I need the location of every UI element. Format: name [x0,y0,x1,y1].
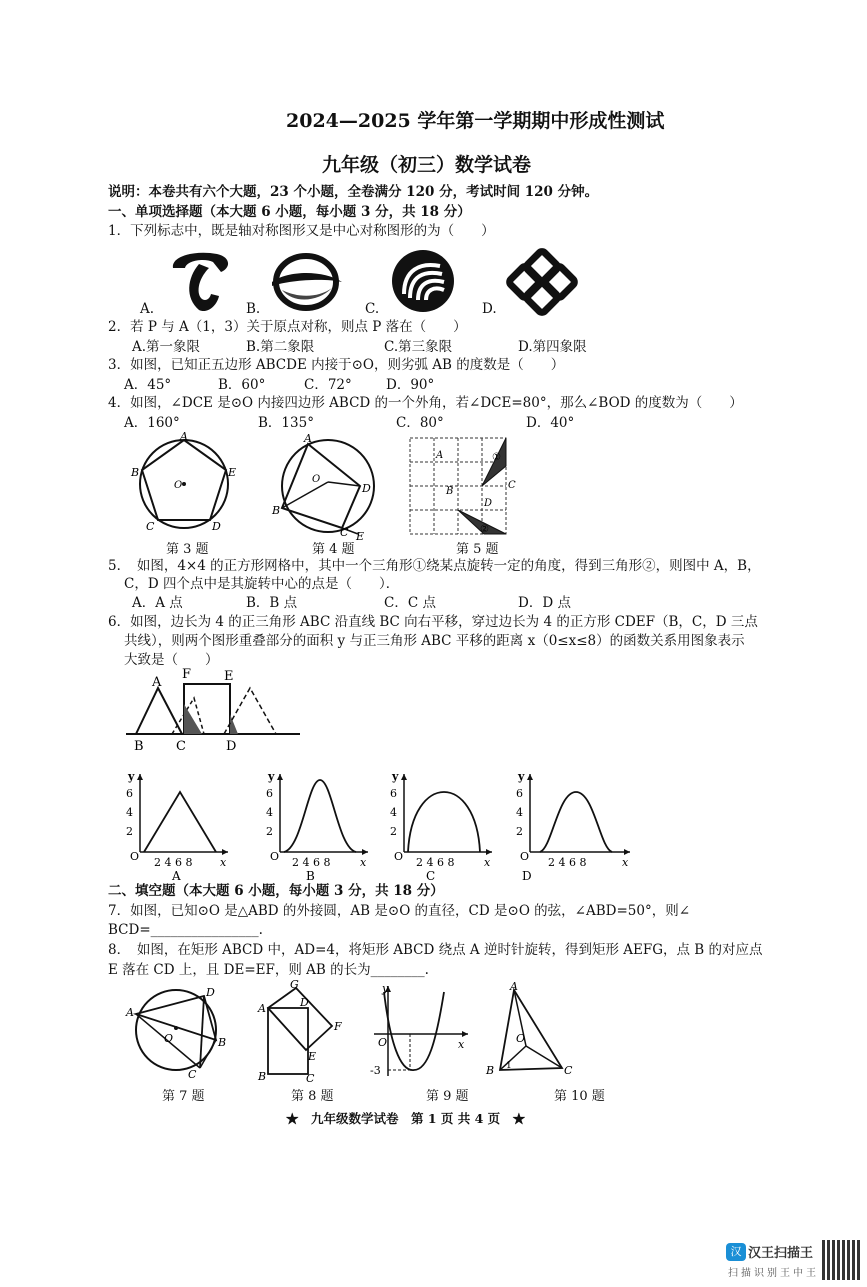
q5-option-a: A．A 点 [132,595,183,611]
graph-d-y-tick-6: 6 [516,787,523,800]
fig8-label-a: A [258,1002,266,1015]
q2-option-c: C.第三象限 [384,339,453,355]
fig3-label-a: A [180,430,188,443]
fig10-label-b: B [486,1064,495,1077]
fig7-label-c: C [188,1068,197,1081]
fig4-label-a: A [304,432,312,445]
graph-b-y-tick-4: 4 [266,806,273,819]
fig3-label-d: D [212,520,221,533]
graph-c-y-tick-4: 4 [390,806,397,819]
q1-option-c: C. [365,301,380,317]
q6-graph-d [512,768,636,883]
caption-q5: 第 5 题 [456,542,499,557]
graph-d-origin: O [520,850,530,863]
q1-option-a: A. [140,301,155,317]
question-5-line-1: 5． 如图，4×4 的正方形网格中，其中一个三角形①绕某点旋转一定的角度，得到三角形②，则图中 A，B， [108,558,761,574]
fig8-label-f: F [334,1020,342,1033]
graph-d-y-tick-2: 2 [516,825,523,838]
graph-b-y-label: y [268,770,275,783]
caption-q10: 第 10 题 [554,1089,605,1104]
fig3-label-o: O [174,480,183,491]
caption-q8: 第 8 题 [291,1089,334,1104]
fig6-label-d: D [226,739,237,754]
fig10-label-angle-1: 1 [506,1061,512,1071]
fig8-label-b: B [258,1070,267,1083]
fig4-label-o: O [312,474,321,485]
fig3-label-c: C [146,520,155,533]
graph-a-y-tick-6: 6 [126,787,133,800]
logo-china-mobile-icon [390,248,456,314]
q6-graph-a [122,768,234,883]
q2-option-d: D.第四象限 [518,339,587,355]
figure-q4-cyclic-quad [270,432,382,543]
figure-q5-grid [408,436,514,536]
figure-q7-circle [124,984,228,1084]
q6-graph-c [386,768,498,883]
caption-q4: 第 4 题 [312,542,355,557]
q1-option-b: B. [246,301,261,317]
fig6-label-c: C [176,739,186,754]
graph-a-y-label: y [128,770,135,783]
graph-c-option-label: C [426,869,436,883]
q3-option-d: D．90° [386,377,435,393]
q5-option-b: B．B 点 [246,595,298,611]
q4-option-d: D．40° [526,415,575,431]
q2-option-a: A.第一象限 [132,339,201,355]
graph-b-origin: O [270,850,280,863]
graph-c-x-label: x [484,856,491,869]
graph-c-y-tick-6: 6 [390,787,397,800]
section-2-heading: 二、填空题（本大题 6 小题，每小题 3 分，共 18 分） [108,883,444,899]
caption-q3: 第 3 题 [166,542,209,557]
graph-a-x-label: x [220,856,227,869]
question-8-line-2: E 落在 CD 上，且 DE=EF，则 AB 的长为________. [108,962,429,978]
section-1-heading: 一、单项选择题（本大题 6 小题，每小题 3 分，共 18 分） [108,204,471,220]
question-6-line-3: 大致是（ ） [124,652,219,668]
fig6-label-b: B [134,739,144,754]
graph-a-x-ticks: 2 4 6 8 [154,856,193,869]
fig5-label-b: B [446,486,454,497]
page-footer: ★ 九年级数学试卷 第 1 页 共 4 页 ★ [286,1111,526,1126]
q3-option-c: C．72° [304,377,352,393]
fig3-label-b: B [131,466,140,479]
fig8-label-e: E [308,1050,317,1063]
caption-q7: 第 7 题 [162,1089,205,1104]
question-7-line-1: 7．如图，已知⊙O 是△ABD 的外接圆，AB 是⊙O 的直径，CD 是⊙O 的弦，∠ABD=50°，则∠ [108,903,691,919]
fig9-label-minus-3: -3 [370,1064,381,1077]
graph-c-origin: O [394,850,404,863]
question-3: 3．如图，已知正五边形 ABCDE 内接于⊙O，则劣弧 AB 的度数是（ ） [108,357,565,373]
q3-option-a: A．45° [124,377,172,393]
q3-option-b: B．60° [218,377,266,393]
fig5-label-d: D [484,498,493,509]
graph-b-x-label: x [360,856,367,869]
graph-a-y-tick-2: 2 [126,825,133,838]
figure-q6-translation [126,667,302,754]
figure-q8-rectangle [256,978,352,1084]
graph-a-option-label: A [172,869,181,883]
q4-option-a: A．160° [124,415,180,431]
graph-b-y-tick-2: 2 [266,825,273,838]
caption-q9: 第 9 题 [426,1089,469,1104]
exam-title: 2024—2025 学年第一学期期中形成性测试 [286,110,665,132]
fig3-label-e: E [228,466,237,479]
logo-china-unicom-swoosh-icon [268,252,344,312]
q2-option-b: B.第二象限 [246,339,315,355]
instructions: 说明：本卷共有六个大题，23 个小题，全卷满分 120 分，考试时间 120 分钟。 [108,184,599,200]
logo-china-unicom-knot-icon [505,250,579,314]
fig9-label-y: y [382,982,389,995]
q1-option-d: D. [482,301,497,317]
fig7-label-o: O [164,1032,174,1045]
question-6-line-2: 共线），则两个图形重叠部分的面积 y 与正三角形 ABC 平移的距离 x（0≤x≤8）的函数关系用图象表示 [124,633,745,649]
logo-china-telecom-icon [165,248,235,314]
fig8-label-g: G [290,978,299,991]
figure-q3-pentagon [128,432,240,536]
figure-q10-triangle [484,980,584,1080]
question-5-line-2: C，D 四个点中是其旋转中心的点是（ ）． [124,576,400,592]
question-2: 2．若 P 与 A（1，3）关于原点对称，则点 P 落在（ ） [108,319,467,335]
q6-graph-b [262,768,374,883]
fig10-label-o: O [516,1032,526,1045]
fig6-label-a: A [152,675,162,690]
graph-d-x-ticks: 2 4 6 8 [548,856,587,869]
fig5-label-c: C [508,480,516,491]
graph-d-y-tick-4: 4 [516,806,523,819]
q5-option-c: C．C 点 [384,595,436,611]
fig7-label-a: A [126,1006,134,1019]
graph-c-y-label: y [392,770,399,783]
fig10-label-a: A [510,980,518,993]
fig7-label-b: B [218,1036,227,1049]
graph-d-option-label: D [522,869,532,883]
graph-b-x-ticks: 2 4 6 8 [292,856,331,869]
qr-code-icon [822,1240,860,1280]
fig4-label-e: E [356,530,365,543]
fig10-label-c: C [564,1064,573,1077]
fig5-label-triangle-2: ② [480,524,489,535]
graph-d-y-label: y [518,770,525,783]
graph-a-origin: O [130,850,140,863]
fig8-label-d: D [300,996,309,1009]
scanner-brand: 汉王扫描王 [748,1246,814,1261]
fig8-label-c: C [306,1072,315,1085]
scanner-logo-icon: 汉 [726,1243,746,1261]
fig6-label-f: F [182,667,192,682]
question-1: 1．下列标志中，既是轴对称图形又是中心对称图形的为（ ） [108,223,495,239]
q4-option-c: C．80° [396,415,444,431]
question-6-line-1: 6．如图，边长为 4 的正三角形 ABC 沿直线 BC 向右平移，穿过边长为 4 的正方形 CDEF（B，C，D 三点 [108,614,758,630]
fig9-label-o: O [378,1036,388,1049]
fig5-label-triangle-1: ① [492,452,501,463]
graph-c-y-tick-2: 2 [390,825,397,838]
fig6-label-e: E [224,669,234,684]
exam-subtitle: 九年级（初三）数学试卷 [322,154,532,176]
fig9-label-x: x [458,1038,465,1051]
question-7-line-2: BCD=________________. [108,922,263,938]
fig5-label-a: A [436,450,444,461]
graph-a-y-tick-4: 4 [126,806,133,819]
graph-b-y-tick-6: 6 [266,787,273,800]
scanner-slogan: 扫描识别王中王 [728,1268,819,1279]
q5-option-d: D．D 点 [518,595,571,611]
question-4: 4．如图，∠DCE 是⊙O 内接四边形 ABCD 的一个外角，若∠DCE=80°，那么∠BOD 的度数为（ ） [108,395,743,411]
question-8-line-1: 8． 如图，在矩形 ABCD 中，AD=4，将矩形 ABCD 绕点 A 逆时针旋转，得到矩形 AEFG，点 B 的对应点 [108,942,763,958]
fig4-label-c: C [340,526,349,539]
fig7-label-d: D [206,986,215,999]
q4-option-b: B．135° [258,415,314,431]
graph-b-option-label: B [306,869,315,883]
figure-q9-parabola [370,982,474,1080]
fig4-label-d: D [362,482,371,495]
graph-c-x-ticks: 2 4 6 8 [416,856,455,869]
graph-d-x-label: x [622,856,629,869]
fig4-label-b: B [272,504,281,517]
